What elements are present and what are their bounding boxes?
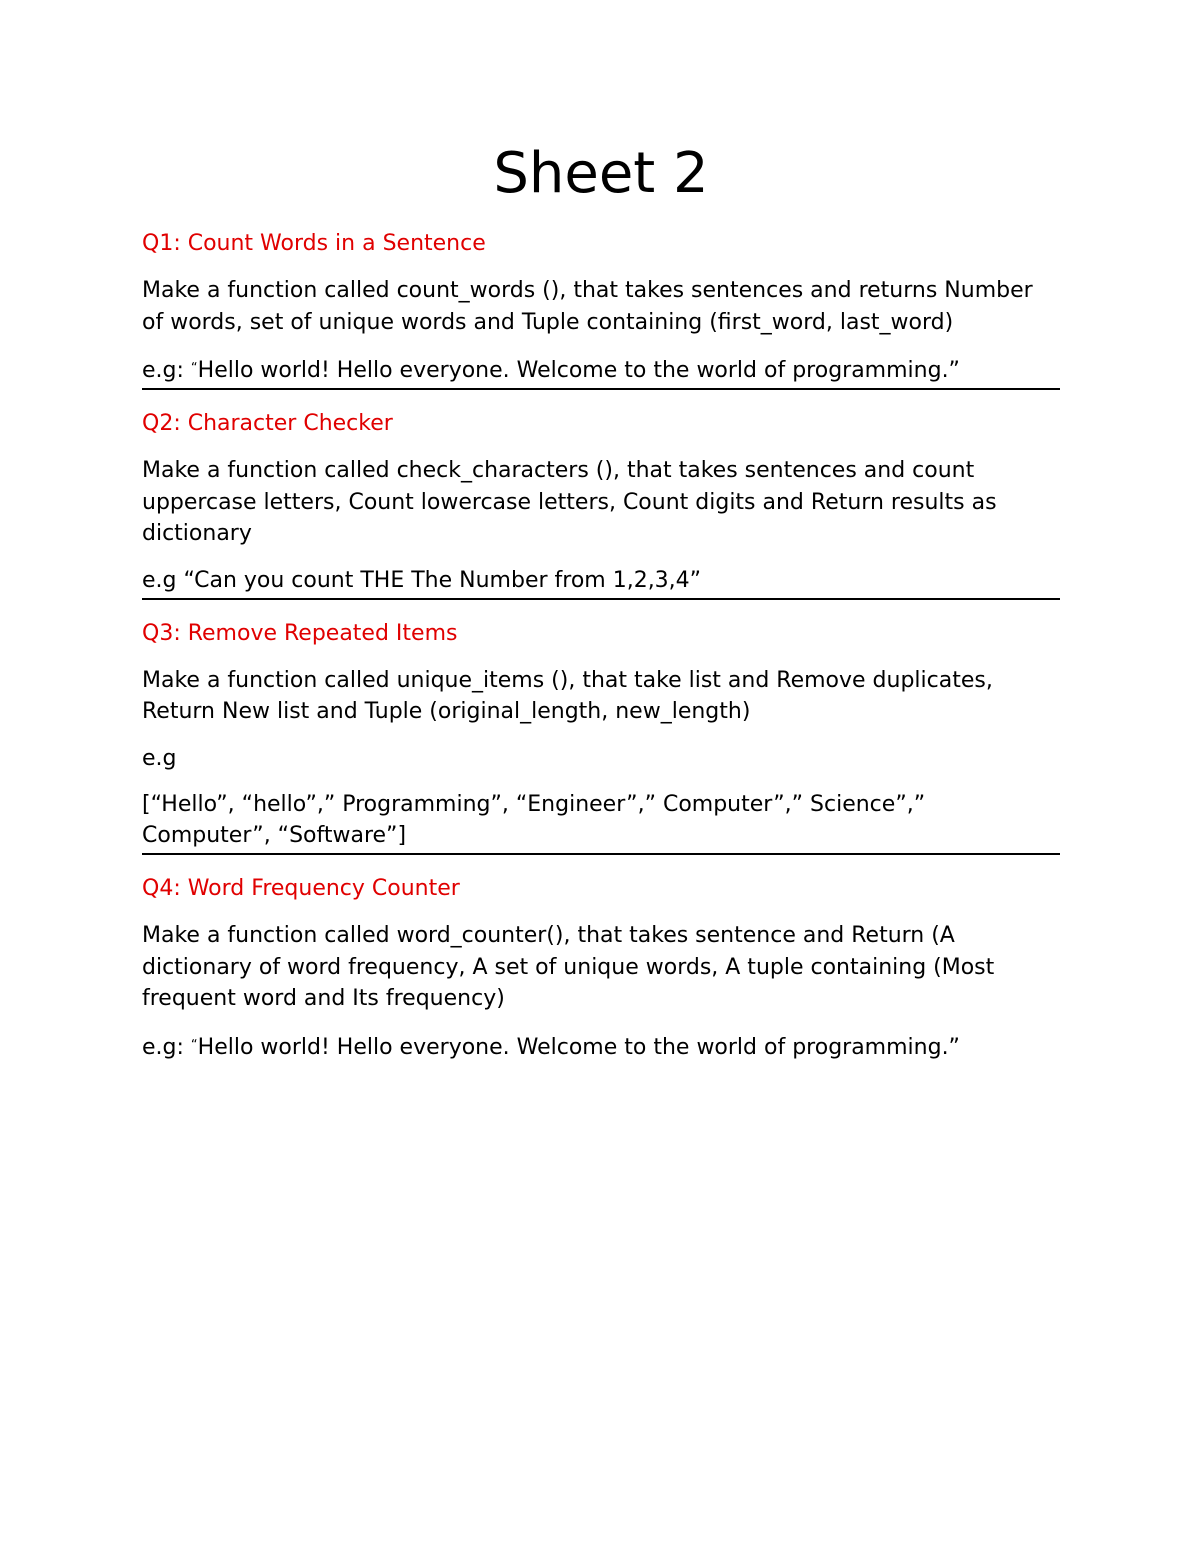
question-4-heading: Q4: Word Frequency Counter: [142, 876, 460, 901]
question-1-example-prefix: e.g:: [142, 358, 191, 383]
question-4-example-open-quote: “: [190, 1037, 198, 1053]
question-3-example-label: e.g: [142, 745, 177, 771]
question-4-example-text: Hello world! Hello everyone. Welcome to the world of programming.”: [197, 1034, 960, 1060]
document-content: [142, 138, 1060, 1084]
question-2-example: e.g “Can you count THE The Number from 1,2,3,4”: [142, 565, 1060, 600]
question-4-example-prefix: e.g:: [142, 1034, 191, 1060]
question-3: [142, 619, 1060, 856]
question-1: [142, 229, 1060, 390]
question-1-example-open-quote: “: [190, 361, 198, 376]
question-4-description: Make a function called word_counter(), that takes sentence and Return (A dictionary of word frequency, A set of unique words, A tuple containing (Most frequent word and Its frequency): [142, 923, 995, 1011]
question-1-description: Make a function called count_words (), that takes sentences and returns Number of words, set of unique words and Tuple containing (first_word, last_word): [142, 278, 1033, 335]
question-4: [142, 874, 1060, 1065]
question-2-description: Make a function called check_characters (), that takes sentences and count uppercase letters, Count lowercase letters, Count digits and Return results as dictionary: [142, 458, 997, 546]
question-3-description: Make a function called unique_items (), that take list and Remove duplicates, Return New list and Tuple (original_length, new_length): [142, 667, 993, 724]
question-2: [142, 409, 1060, 600]
question-3-example: [“Hello”, “hello”,” Programming”, “Engineer”,” Computer”,” Science”,” Computer”, “Software”]: [142, 789, 1060, 855]
question-1-heading: Q1: Count Words in a Sentence: [142, 231, 486, 256]
question-3-heading: Q3: Remove Repeated Items: [142, 620, 458, 646]
question-2-heading: Q2: Character Checker: [142, 411, 393, 436]
page-title: Sheet 2: [493, 141, 709, 206]
question-1-example: [142, 353, 1060, 390]
question-1-example-text: Hello world! Hello everyone. Welcome to the world of programming.”: [197, 358, 960, 383]
question-4-example: [142, 1030, 1060, 1065]
